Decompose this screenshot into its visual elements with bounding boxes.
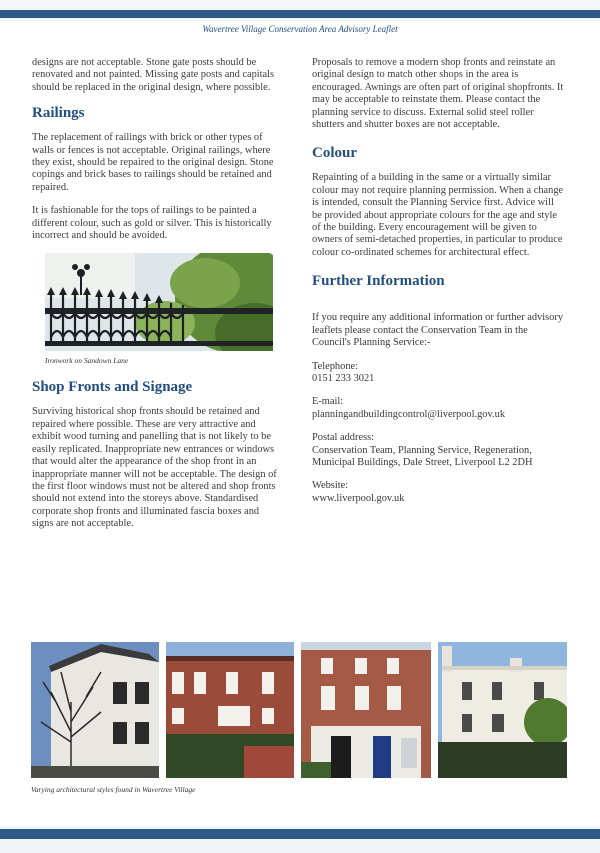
bottom-photo-strip bbox=[31, 642, 567, 778]
ironwork-photo bbox=[45, 253, 273, 351]
colour-heading: Colour bbox=[312, 145, 357, 162]
colour-paragraph: Repainting of a building in the same or a virtually similar colour may not require planning permission. When a change is intended, consult the Planning Service first. Advice will be provided about appropriate colours for the age and style of the building. Every encouragement will be given to owners of semi-detached properties, in particular to produce colour co-ordinated schemes for architectural effect. bbox=[312, 172, 564, 258]
postal-label: Postal address: bbox=[312, 432, 375, 444]
photo-brick-terrace-doors bbox=[301, 642, 431, 778]
footer-blue-band bbox=[0, 829, 600, 839]
right-column bbox=[312, 57, 564, 516]
telephone-label: Telephone: bbox=[312, 360, 359, 372]
telephone-number: 0151 233 3021 bbox=[312, 372, 375, 384]
left-column bbox=[32, 57, 282, 542]
photo-red-brick-house bbox=[166, 642, 294, 778]
email-label: E-mail: bbox=[312, 396, 344, 408]
gate-posts-paragraph: designs are not acceptable. Stone gate posts should be renovated and not painted. Missing gate posts and capitals should be replaced in the original design, where possible. bbox=[32, 57, 275, 93]
shop-fronts-paragraph: Surviving historical shop fronts should be retained and repaired where possible. These are very attractive and exhibit wood turning and panelling that is not likely to be easily replicated. Inappropriate new entrances or windows that would alter the appearance of the shop front in an inappropriate manner will not be acceptable. The design of the first floor windows must not be altered and shop fronts should not extend into the storeys above. Standardised corporate shop fronts and illuminated fascia boxes and signs are not acceptable. bbox=[32, 406, 277, 530]
telephone-block bbox=[312, 361, 564, 386]
bottom-photos-caption: Varying architectural styles found in Wavertree Village bbox=[31, 785, 196, 794]
website-url: www.liverpool.gov.uk bbox=[312, 492, 405, 504]
photo-white-villa bbox=[438, 642, 567, 778]
railings-paragraph-1: The replacement of railings with brick or other types of walls or fences is not acceptable. Original railings, where they exist, should be repaired to the original design. Stone copings and brick bases to railings should be retained and repaired. bbox=[32, 132, 274, 193]
website-label: Website: bbox=[312, 480, 349, 492]
shopfront-proposals-paragraph: Proposals to remove a modern shop fronts and reinstate an original design to match other shops in the area is encouraged. Awnings are often part of original shopfronts. It may be acceptable to reinstate them. Please contact the planning service to discuss. External solid steel roller shutters and shutter boxes are not acceptable. bbox=[312, 57, 564, 131]
further-info-paragraph: If you require any additional information or further advisory leaflets please contact the Conservation Team in the Council's Planning Service:- bbox=[312, 312, 564, 349]
postal-block bbox=[312, 432, 564, 469]
top-header-bar bbox=[0, 0, 600, 22]
footer-bar bbox=[0, 826, 600, 853]
railings-paragraph-2: It is fashionable for the tops of railings to be painted a different colour, such as gold or silver. This is historically incorrect and should be avoided. bbox=[32, 205, 272, 242]
email-block bbox=[312, 396, 564, 421]
photo-white-terrace bbox=[31, 642, 159, 778]
contact-block bbox=[312, 312, 564, 505]
website-block bbox=[312, 480, 564, 505]
ironwork-illustration bbox=[45, 253, 273, 351]
top-blue-band bbox=[0, 10, 600, 18]
postal-line-1: Conservation Team, Planning Service, Regeneration, bbox=[312, 444, 532, 456]
email-address: planningandbuildingcontrol@liverpool.gov.uk bbox=[312, 408, 506, 420]
ironwork-caption: Ironwork on Sandown Lane bbox=[45, 356, 129, 366]
railings-heading: Railings bbox=[32, 105, 85, 122]
leaflet-title: Wavertree Village Conservation Area Advisory Leaflet bbox=[202, 24, 398, 34]
shop-fronts-heading: Shop Fronts and Signage bbox=[32, 379, 193, 396]
postal-line-2: Municipal Buildings, Dale Street, Liverpool L2 2DH bbox=[312, 456, 533, 468]
further-information-heading: Further Information bbox=[312, 273, 445, 290]
